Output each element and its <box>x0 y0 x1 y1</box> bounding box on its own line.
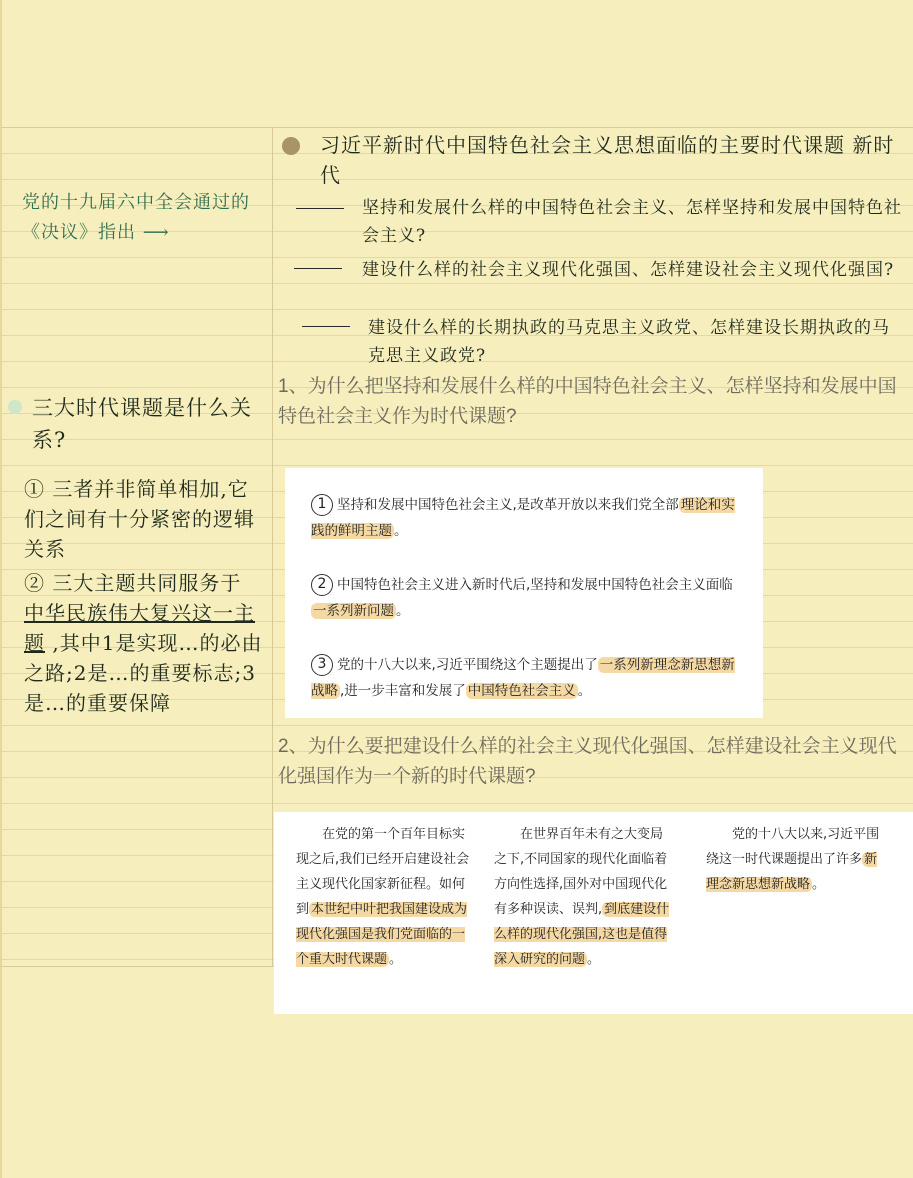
margin-note-resolution: 党的十九届六中全会通过的《决议》指出 ⟶ <box>22 192 250 243</box>
margin-divider <box>272 128 273 966</box>
circle-number: 2 <box>311 574 333 596</box>
card1-item-3-text: 党的十八大以来,习近平围绕这个主题提出了 <box>337 657 598 673</box>
margin-answer-2-rest: ,其中1是实现…的必由之路;2是…的重要标志;3是…的重要保障 <box>24 631 263 715</box>
question-2: 2、为什么要把建设什么样的社会主义现代化强国、怎样建设社会主义现代化强国作为一个新的时代课题? <box>278 736 897 787</box>
card1-item-1-end: 。 <box>394 523 408 539</box>
dash-mark-1 <box>296 208 344 209</box>
card1-item-2 <box>311 572 741 624</box>
dash-item-2: 建设什么样的社会主义现代化强国、怎样建设社会主义现代化强国? <box>362 260 895 280</box>
main-title: 习近平新时代中国特色社会主义思想面临的主要时代课题 新时代 <box>320 133 895 187</box>
dash-mark-2 <box>294 268 342 269</box>
margin-answer-2-prefix: ② 三大主题共同服务于 <box>24 571 242 595</box>
card1-item-1 <box>311 492 741 544</box>
margin-bullet-dot <box>8 400 22 414</box>
card2-col1-end: 。 <box>389 952 403 967</box>
highlight: 理论和实践的鲜明主题 <box>311 497 735 539</box>
card1-item-2-text: 中国特色社会主义进入新时代后,坚持和发展中国特色社会主义面临 <box>337 577 733 593</box>
dash-mark-3 <box>302 326 350 327</box>
highlight: 本世纪中叶把我国建设成为现代化强国是我们党面临的一个重大时代课题 <box>296 902 468 967</box>
margin-answer-2 <box>24 568 269 718</box>
main-bullet-dot <box>282 137 300 155</box>
circle-number: 1 <box>311 494 333 516</box>
excerpt-card-1 <box>285 468 763 718</box>
highlight: 一系列新理念新思想新战略 <box>311 657 735 699</box>
margin-answer-2-underlined: 中华民族伟大复兴这一主题 <box>24 601 255 655</box>
card2-column-2 <box>494 822 672 972</box>
card2-column-3 <box>706 822 884 897</box>
card1-item-1-text: 坚持和发展中国特色社会主义,是改革开放以来我们党全部 <box>337 497 679 513</box>
highlight: 到底建设什么样的现代化强国,这也是值得深入研究的问题 <box>494 902 670 967</box>
margin-answer <box>24 474 269 722</box>
card1-item-3 <box>311 652 741 704</box>
highlight: 一系列新问题 <box>313 603 394 619</box>
card1-item-2-end: 。 <box>396 603 410 619</box>
circle-number: 3 <box>311 654 333 676</box>
card2-column-1 <box>296 822 474 972</box>
margin-answer-1: ① 三者并非简单相加,它们之间有十分紧密的逻辑关系 <box>24 477 255 561</box>
card2-col2-end: 。 <box>587 952 601 967</box>
card2-col3-text: 党的十八大以来,习近平围绕这一时代课题提出了许多 <box>706 827 880 867</box>
highlight: 新理念新思想新战略 <box>706 852 878 892</box>
card2-col2-text: 在世界百年未有之大变局之下,不同国家的现代化面临着方向性选择,国外对中国现代化有多种误读、误判, <box>494 827 668 917</box>
dash-item-3: 建设什么样的长期执政的马克思主义政党、怎样建设长期执政的马克思主义政党? <box>368 318 890 366</box>
card2-col1-text: 在党的第一个百年目标实现之后,我们已经开启建设社会主义现代化国家新征程。如何到 <box>296 827 470 917</box>
question-1: 1、为什么把坚持和发展什么样的中国特色社会主义、怎样坚持和发展中国特色社会主义作为时代课题? <box>278 376 897 427</box>
excerpt-card-2 <box>274 812 913 1014</box>
dash-item-1: 坚持和发展什么样的中国特色社会主义、怎样坚持和发展中国特色社会主义? <box>362 198 902 246</box>
margin-question: 三大时代课题是什么关系? <box>32 396 252 452</box>
top-margin <box>2 0 913 128</box>
card1-item-3-mid: ,进一步丰富和发展了 <box>340 683 466 699</box>
highlight: 中国特色社会主义 <box>467 683 576 699</box>
card2-col3-end: 。 <box>812 877 826 892</box>
card1-item-3-end: 。 <box>577 683 592 699</box>
